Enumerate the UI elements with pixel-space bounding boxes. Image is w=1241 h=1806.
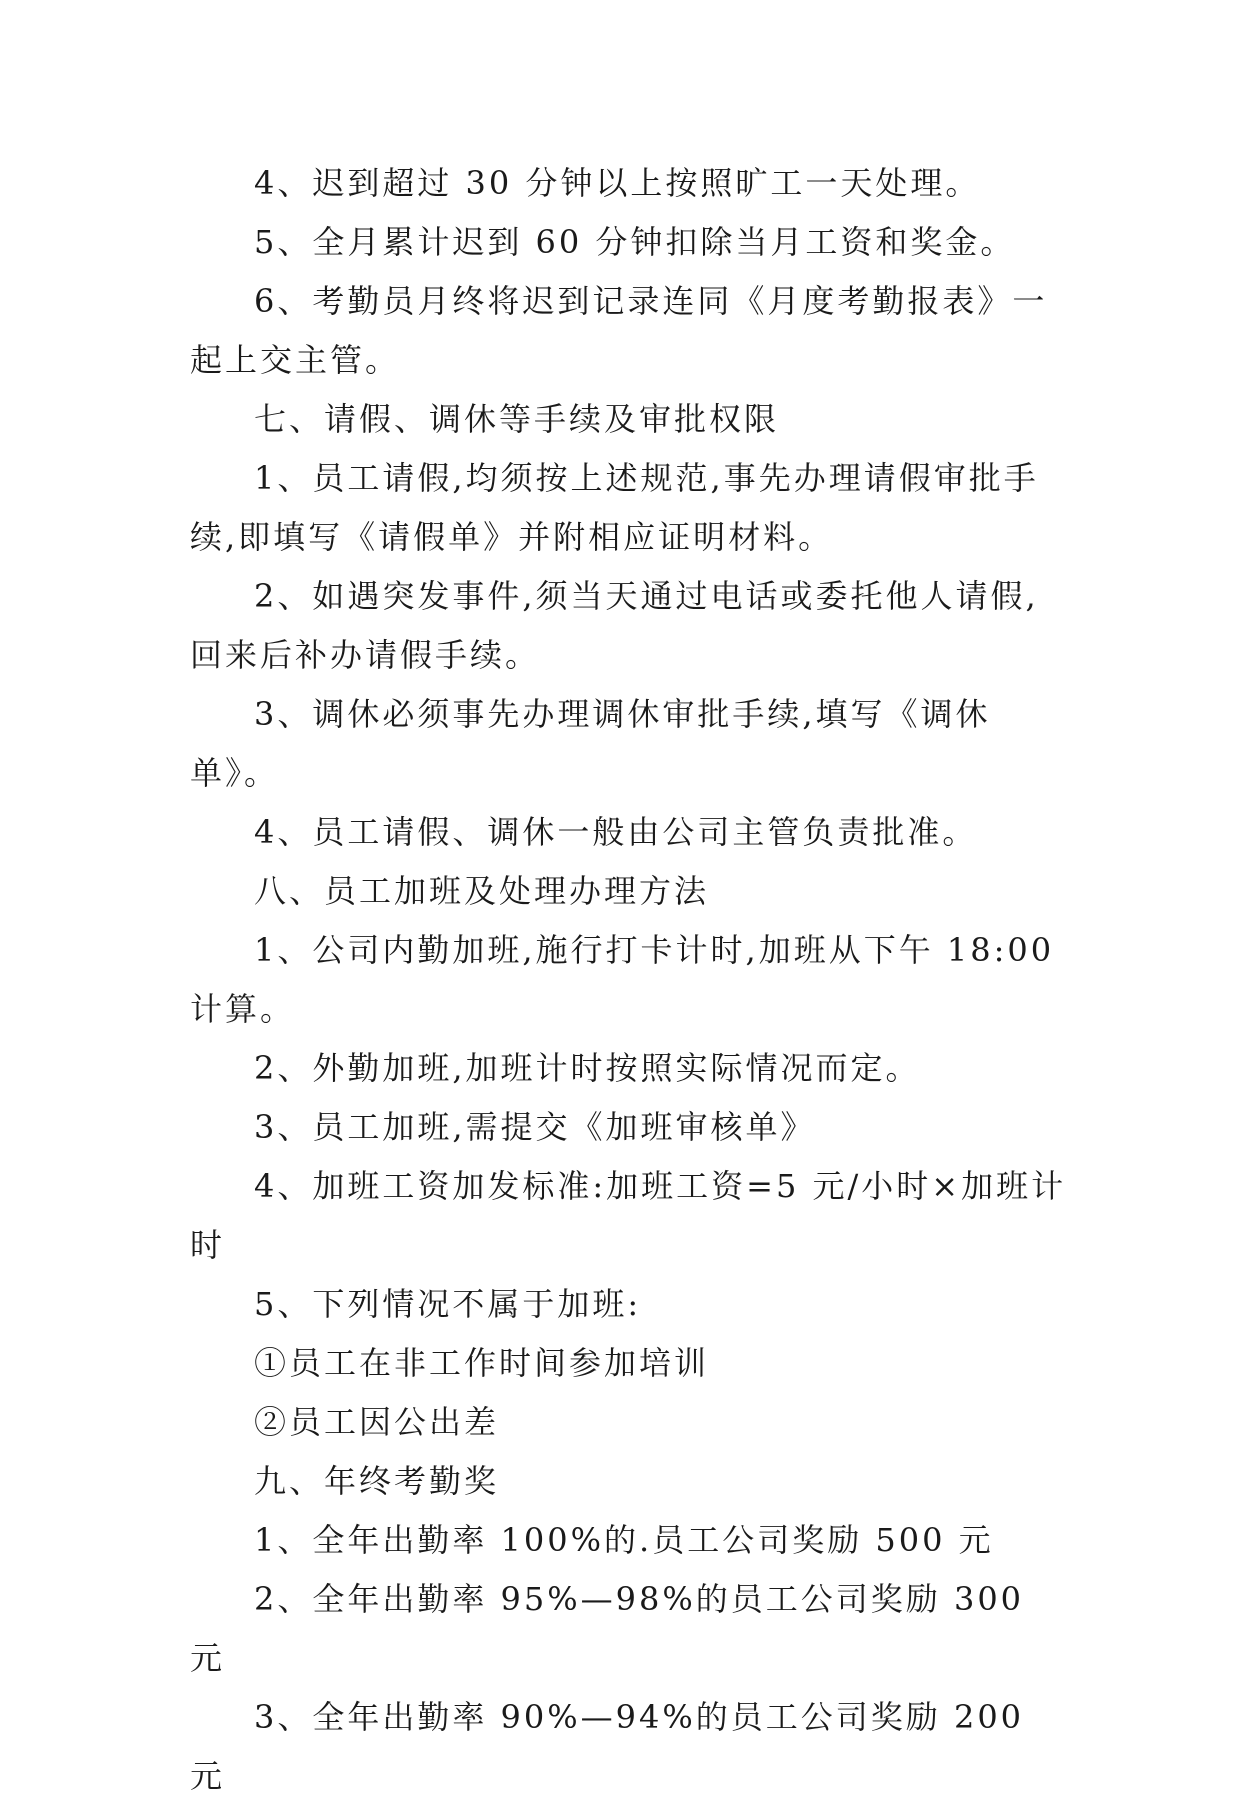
paragraph-leave-approver: 4、员工请假、调休一般由公司主管负责批准。 bbox=[254, 813, 978, 851]
document-body bbox=[190, 154, 1070, 1806]
list-item-training: ①员工在非工作时间参加培训 bbox=[254, 1344, 710, 1382]
section-heading-overtime: 八、员工加班及处理办理方法 bbox=[254, 872, 710, 910]
section-heading-annual-award: 九、年终考勤奖 bbox=[254, 1462, 500, 1500]
paragraph-emergency-leave: 2、如遇突发事件,须当天通过电话或委托他人请假,回来后补办请假手续。 bbox=[190, 577, 1039, 674]
paragraph-award-90-94: 3、全年出勤率 90%—94%的员工公司奖励 200 元 bbox=[190, 1698, 1025, 1795]
paragraph-compensatory-leave: 3、调休必须事先办理调休审批手续,填写《调休单》。 bbox=[190, 695, 991, 792]
paragraph-leave-procedure: 1、员工请假,均须按上述规范,事先办理请假审批手续,即填写《请假单》并附相应证明材料。 bbox=[190, 459, 1039, 556]
paragraph-award-95-98: 2、全年出勤率 95%—98%的员工公司奖励 300 元 bbox=[190, 1580, 1025, 1677]
section-heading-leave-approval: 七、请假、调休等手续及审批权限 bbox=[254, 400, 780, 438]
paragraph-attendance-report: 6、考勤员月终将迟到记录连同《月度考勤报表》一起上交主管。 bbox=[190, 282, 1048, 379]
paragraph-overtime-pay: 4、加班工资加发标准:加班工资=5 元/小时×加班计时 bbox=[190, 1167, 1067, 1264]
paragraph-overtime-form: 3、员工加班,需提交《加班审核单》 bbox=[254, 1108, 816, 1146]
paragraph-field-overtime: 2、外勤加班,加班计时按照实际情况而定。 bbox=[254, 1049, 921, 1087]
paragraph-award-100: 1、全年出勤率 100%的.员工公司奖励 500 元 bbox=[254, 1521, 994, 1559]
paragraph-late-monthly-60-min: 5、全月累计迟到 60 分钟扣除当月工资和奖金。 bbox=[254, 223, 1016, 261]
paragraph-not-overtime: 5、下列情况不属于加班: bbox=[254, 1285, 642, 1323]
paragraph-late-over-30-min: 4、迟到超过 30 分钟以上按照旷工一天处理。 bbox=[254, 164, 981, 202]
paragraph-office-overtime: 1、公司内勤加班,施行打卡计时,加班从下午 18:00 计算。 bbox=[190, 931, 1055, 1028]
list-item-business-trip: ②员工因公出差 bbox=[254, 1403, 500, 1441]
